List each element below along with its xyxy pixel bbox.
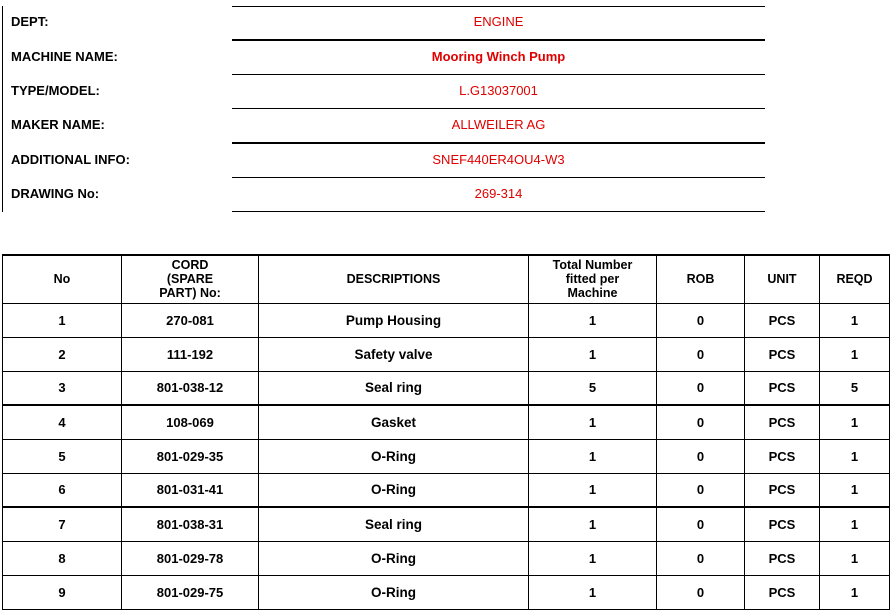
cell-no: 8 <box>3 541 122 575</box>
info-row-machine-name <box>0 40 894 74</box>
cell-rob: 0 <box>657 507 745 541</box>
cell-cord: 801-029-35 <box>122 439 259 473</box>
cell-no: 2 <box>3 337 122 371</box>
header-total-line: Total Number <box>552 258 633 273</box>
type-model-value: L.G13037001 <box>459 83 538 98</box>
cell-description: O-Ring <box>259 439 529 473</box>
cell-no: 5 <box>3 439 122 473</box>
drawing-no-value: 269-314 <box>474 186 523 201</box>
cell-rob: 0 <box>657 473 745 507</box>
header-unit: UNIT <box>745 255 820 303</box>
cell-reqd: 1 <box>820 541 890 575</box>
cell-description: Seal ring <box>259 371 529 405</box>
cell-cord: 111-192 <box>122 337 259 371</box>
cell-unit: PCS <box>745 541 820 575</box>
cell-cord: 801-031-41 <box>122 473 259 507</box>
cell-unit: PCS <box>745 507 820 541</box>
table-row <box>3 575 890 609</box>
cell-total: 1 <box>529 439 657 473</box>
cell-rob: 0 <box>657 303 745 337</box>
cell-total: 1 <box>529 303 657 337</box>
cell-no: 3 <box>3 371 122 405</box>
table-row <box>3 507 890 541</box>
info-divider <box>232 211 765 212</box>
cell-total: 1 <box>529 473 657 507</box>
cell-no: 1 <box>3 303 122 337</box>
table-header-row <box>3 255 890 303</box>
cell-no: 7 <box>3 507 122 541</box>
maker-name-value: ALLWEILER AG <box>451 117 546 132</box>
header-cord-line: PART) No: <box>159 286 221 301</box>
header-descriptions: DESCRIPTIONS <box>259 255 529 303</box>
cell-total: 1 <box>529 337 657 371</box>
header-cord-line: (SPARE <box>166 272 214 287</box>
cell-description: Pump Housing <box>259 303 529 337</box>
cell-cord: 108-069 <box>122 405 259 439</box>
cell-rob: 0 <box>657 439 745 473</box>
cell-unit: PCS <box>745 371 820 405</box>
cell-unit: PCS <box>745 473 820 507</box>
header-rob: ROB <box>657 255 745 303</box>
machine-name-value: Mooring Winch Pump <box>431 49 566 64</box>
cell-no: 4 <box>3 405 122 439</box>
additional-info-label: ADDITIONAL INFO: <box>11 152 130 167</box>
cell-unit: PCS <box>745 303 820 337</box>
cell-rob: 0 <box>657 541 745 575</box>
cell-no: 9 <box>3 575 122 609</box>
table-row <box>3 541 890 575</box>
cell-unit: PCS <box>745 575 820 609</box>
cell-rob: 0 <box>657 575 745 609</box>
table-row <box>3 371 890 405</box>
info-row-drawing-no <box>0 177 894 211</box>
info-row-dept <box>0 5 894 39</box>
type-model-label: TYPE/MODEL: <box>11 83 100 98</box>
cell-total: 1 <box>529 575 657 609</box>
cell-unit: PCS <box>745 337 820 371</box>
cell-description: Seal ring <box>259 507 529 541</box>
cell-description: Safety valve <box>259 337 529 371</box>
cell-cord: 801-038-31 <box>122 507 259 541</box>
cell-reqd: 5 <box>820 371 890 405</box>
table-body <box>3 303 890 609</box>
cell-reqd: 1 <box>820 473 890 507</box>
cell-cord: 801-038-12 <box>122 371 259 405</box>
info-row-type-model <box>0 74 894 108</box>
cell-reqd: 1 <box>820 507 890 541</box>
cell-no: 6 <box>3 473 122 507</box>
cell-rob: 0 <box>657 405 745 439</box>
cell-description: O-Ring <box>259 575 529 609</box>
info-row-additional-info <box>0 143 894 177</box>
cell-unit: PCS <box>745 439 820 473</box>
cell-reqd: 1 <box>820 575 890 609</box>
header-reqd: REQD <box>820 255 890 303</box>
additional-info-value: SNEF440ER4OU4-W3 <box>432 152 565 167</box>
spare-parts-table <box>2 254 890 610</box>
cell-reqd: 1 <box>820 405 890 439</box>
cell-reqd: 1 <box>820 337 890 371</box>
header-cord <box>122 255 259 303</box>
cell-total: 1 <box>529 507 657 541</box>
table-row <box>3 405 890 439</box>
table-row <box>3 439 890 473</box>
machine-name-label: MACHINE NAME: <box>11 49 118 64</box>
maker-name-label: MAKER NAME: <box>11 117 105 132</box>
cell-reqd: 1 <box>820 439 890 473</box>
header-total-line: Machine <box>567 286 618 301</box>
cell-description: O-Ring <box>259 473 529 507</box>
header-total-fitted <box>529 255 657 303</box>
cell-total: 5 <box>529 371 657 405</box>
cell-total: 1 <box>529 405 657 439</box>
dept-label: DEPT: <box>11 14 49 29</box>
header-cord-line: CORD <box>171 258 209 273</box>
info-row-maker-name <box>0 108 894 142</box>
cell-total: 1 <box>529 541 657 575</box>
table-row <box>3 337 890 371</box>
cell-cord: 801-029-78 <box>122 541 259 575</box>
table-row <box>3 303 890 337</box>
cell-rob: 0 <box>657 371 745 405</box>
cell-description: O-Ring <box>259 541 529 575</box>
header-total-line: fitted per <box>565 272 620 287</box>
cell-cord: 801-029-75 <box>122 575 259 609</box>
cell-description: Gasket <box>259 405 529 439</box>
cell-rob: 0 <box>657 337 745 371</box>
header-no: No <box>3 255 122 303</box>
dept-value: ENGINE <box>473 14 524 29</box>
drawing-no-label: DRAWING No: <box>11 186 100 201</box>
cell-unit: PCS <box>745 405 820 439</box>
cell-cord: 270-081 <box>122 303 259 337</box>
table-row <box>3 473 890 507</box>
cell-reqd: 1 <box>820 303 890 337</box>
